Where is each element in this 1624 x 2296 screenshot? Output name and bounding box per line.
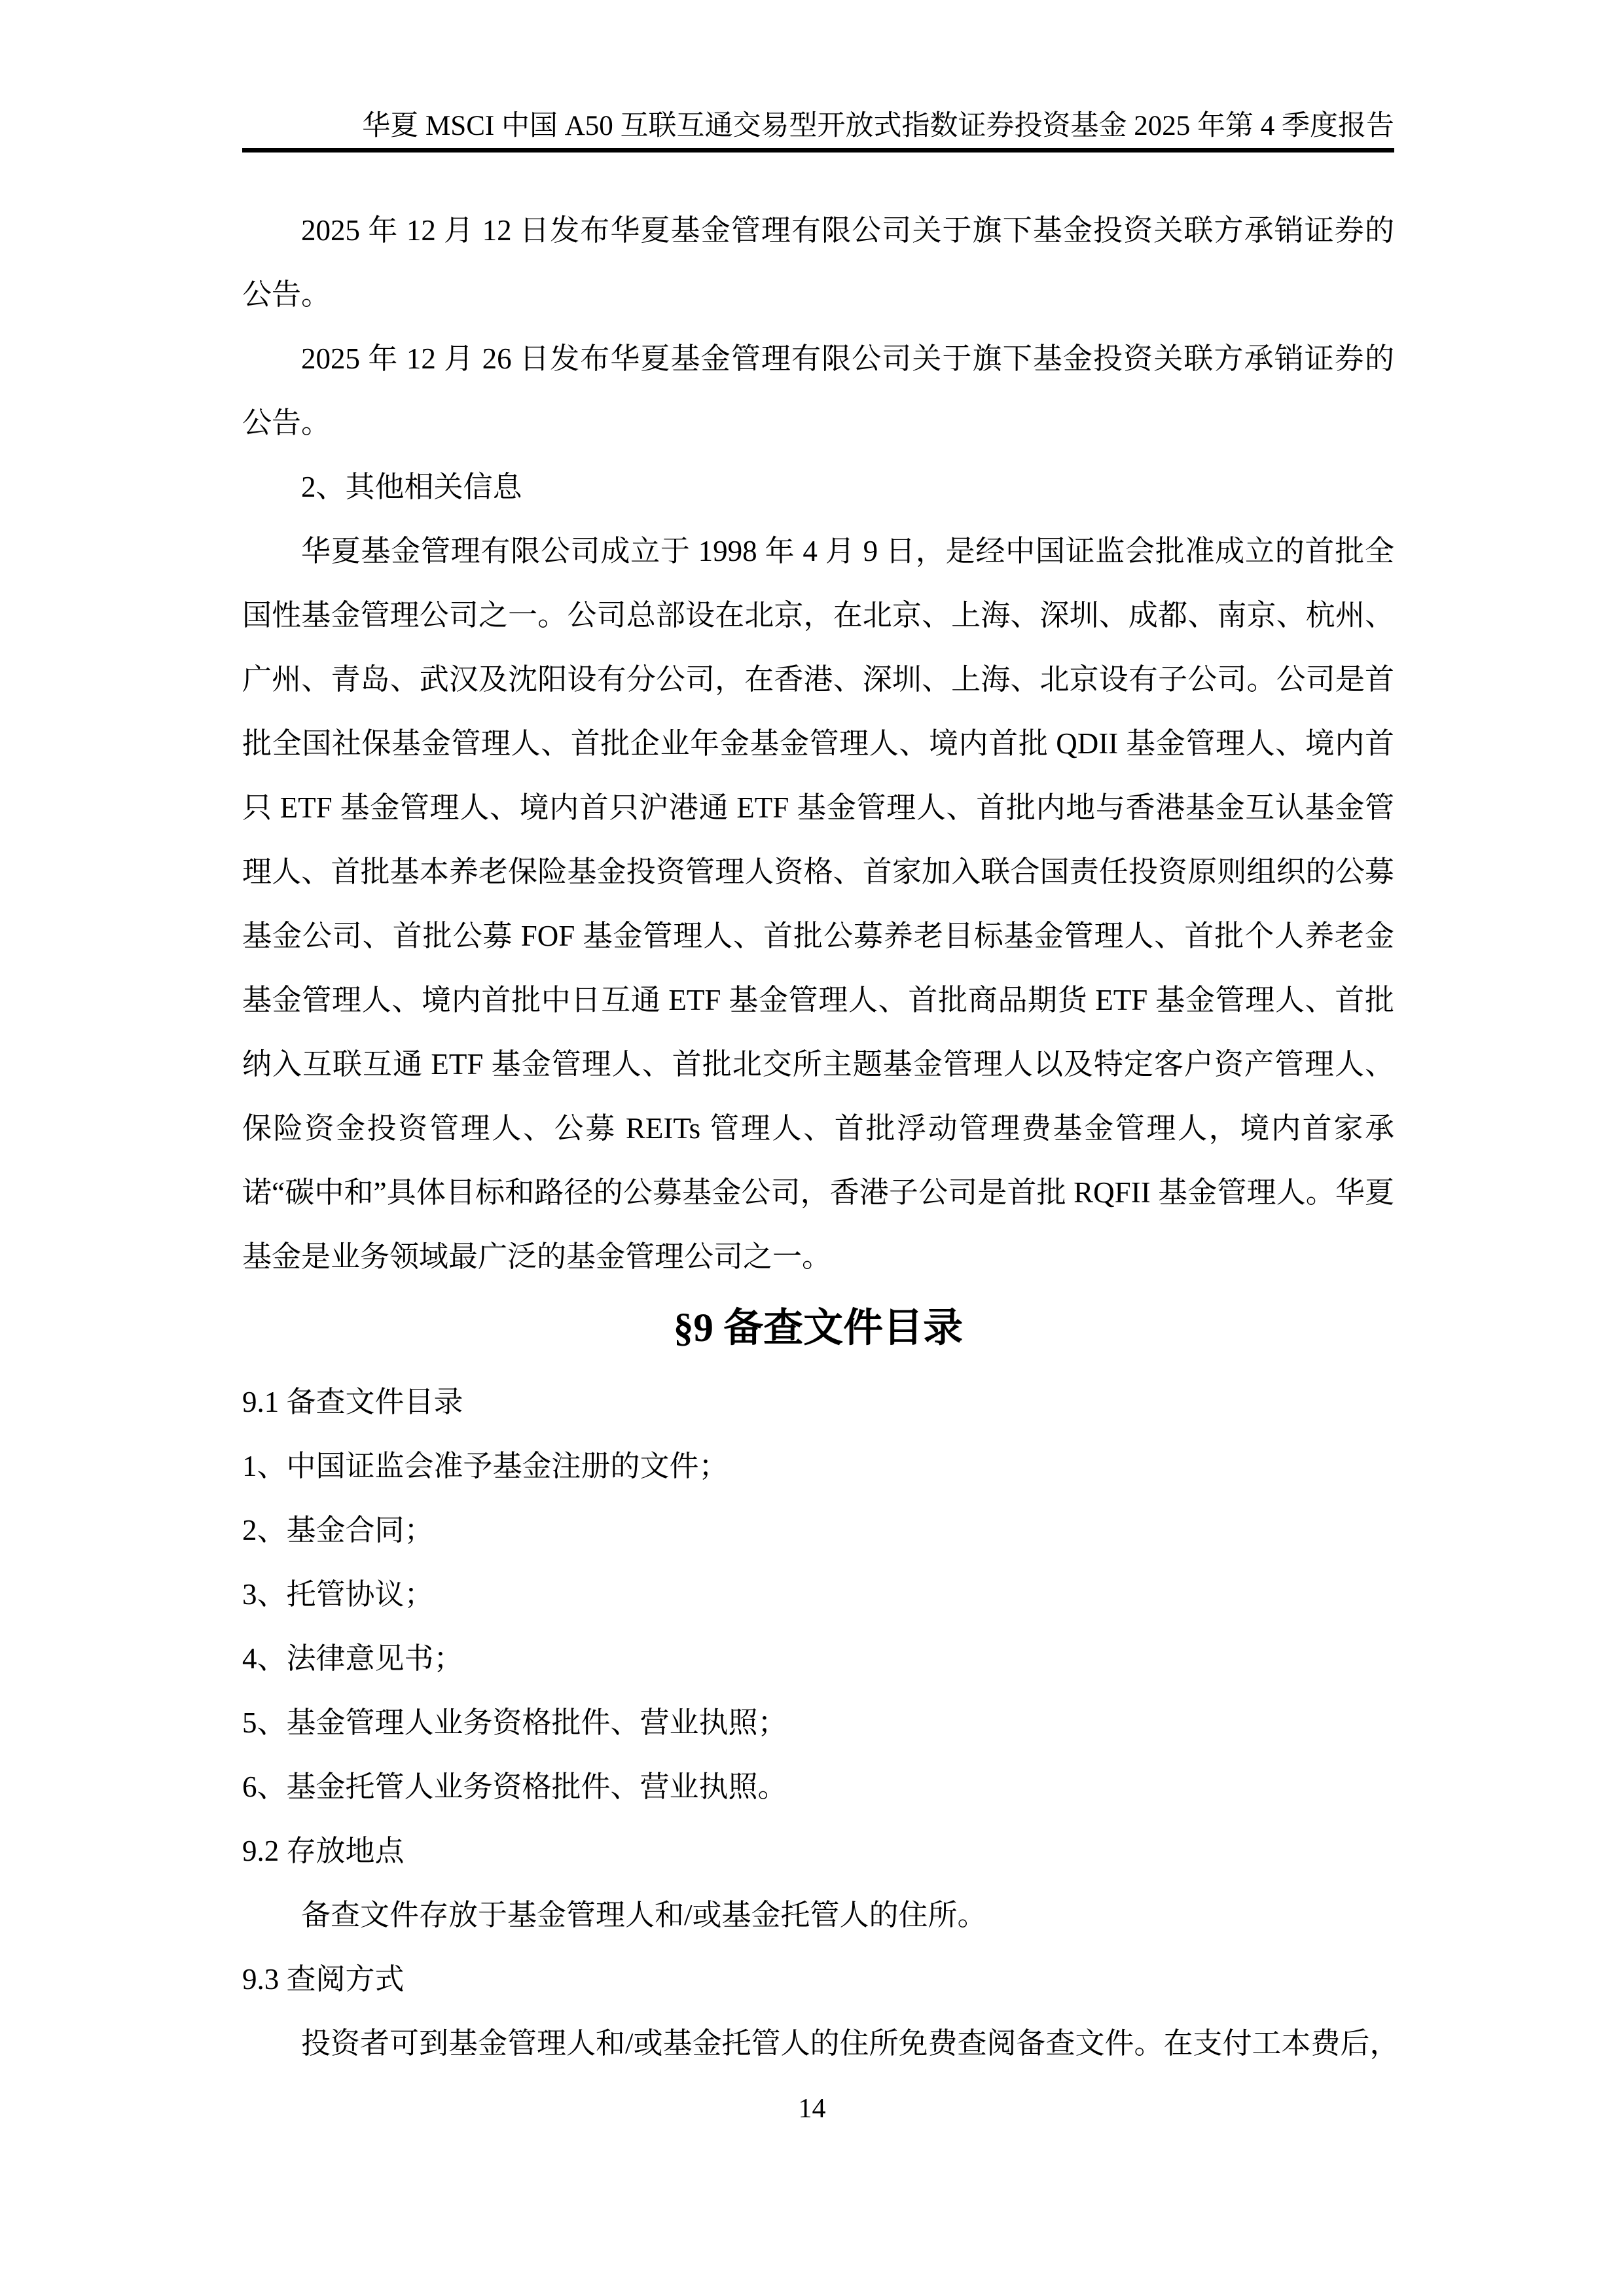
list-item: 5、基金管理人业务资格批件、营业执照； bbox=[242, 1706, 787, 1739]
section9-2-body: 备查文件存放于基金管理人和/或基金托管人的住所。 bbox=[301, 1899, 987, 1931]
list-item: 3、托管协议； bbox=[242, 1578, 434, 1611]
paragraph-other-info-label: 2、其他相关信息 bbox=[301, 471, 522, 503]
paragraph-announcement-2: 2025 年 12 月 26 日发布华夏基金管理有限公司关于旗下基金投资关联方承销证券的公告。 bbox=[242, 342, 1394, 439]
body-text bbox=[242, 198, 1394, 1289]
list-item: 1、中国证监会准予基金注册的文件； bbox=[242, 1450, 729, 1482]
page-header-title: 华夏 MSCI 中国 A50 互联互通交易型开放式指数证券投资基金 2025 年第 4 季度报告 bbox=[362, 111, 1394, 141]
header-rule bbox=[242, 148, 1394, 152]
list-item: 4、法律意见书； bbox=[242, 1642, 463, 1675]
section9-3-body: 投资者可到基金管理人和/或基金托管人的住所免费查阅备查文件。在支付工本费后， bbox=[301, 2027, 1399, 2060]
section9-content bbox=[242, 1370, 1399, 2075]
section9-heading: §9 备查文件目录 bbox=[673, 1306, 964, 1350]
section9-2-title: 9.2 存放地点 bbox=[242, 1835, 405, 1867]
list-item: 6、基金托管人业务资格批件、营业执照。 bbox=[242, 1770, 787, 1803]
list-item: 2、基金合同； bbox=[242, 1514, 434, 1547]
paragraph-announcement-1: 2025 年 12 月 12 日发布华夏基金管理有限公司关于旗下基金投资关联方承销证券的公告。 bbox=[242, 214, 1394, 311]
paragraph-company-profile: 华夏基金管理有限公司成立于 1998 年 4 月 9 日，是经中国证监会批准成立的首批全国性基金管理公司之一。公司总部设在北京，在北京、上海、深圳、成都、南京、杭州、广州、青岛、武汉及沈阳设有分公司，在香港、深圳、上海、北京设有子公司。公司是首批全国社保基金管理人、首批企业年金基金管理人、境内首批 QDII 基金管理人、境内首只 ETF 基金管理人、境内首只沪港通 ETF 基金管理人、首批内地与香港基金互认基金管理人、首批基本养老保险基金投资管理人资格、首家加入联合国责任投资原则组织的公募基金公司、首批公募 FOF 基金管理人、首批公募养老目标基金管理人、首批个人养老金基金管理人、境内首批中日互通 ETF 基金管理人、首批商品期货 ETF 基金管理人、首批纳入互联互通 ETF 基金管理人、首批北交所主题基金管理人以及特定客户资产管理人、保险资金投资管理人、公募 REITs 管理人、首批浮动管理费基金管理人，境内首家承诺“碳中和”具体目标和路径的公募基金公司，香港子公司是首批 RQFII 基金管理人。华夏基金是业务领域最广泛的基金管理公司之一。 bbox=[242, 535, 1394, 1273]
section9-1-title: 9.1 备查文件目录 bbox=[242, 1386, 463, 1418]
page-number: 14 bbox=[798, 2094, 826, 2124]
section9-3-title: 9.3 查阅方式 bbox=[242, 1963, 405, 1996]
